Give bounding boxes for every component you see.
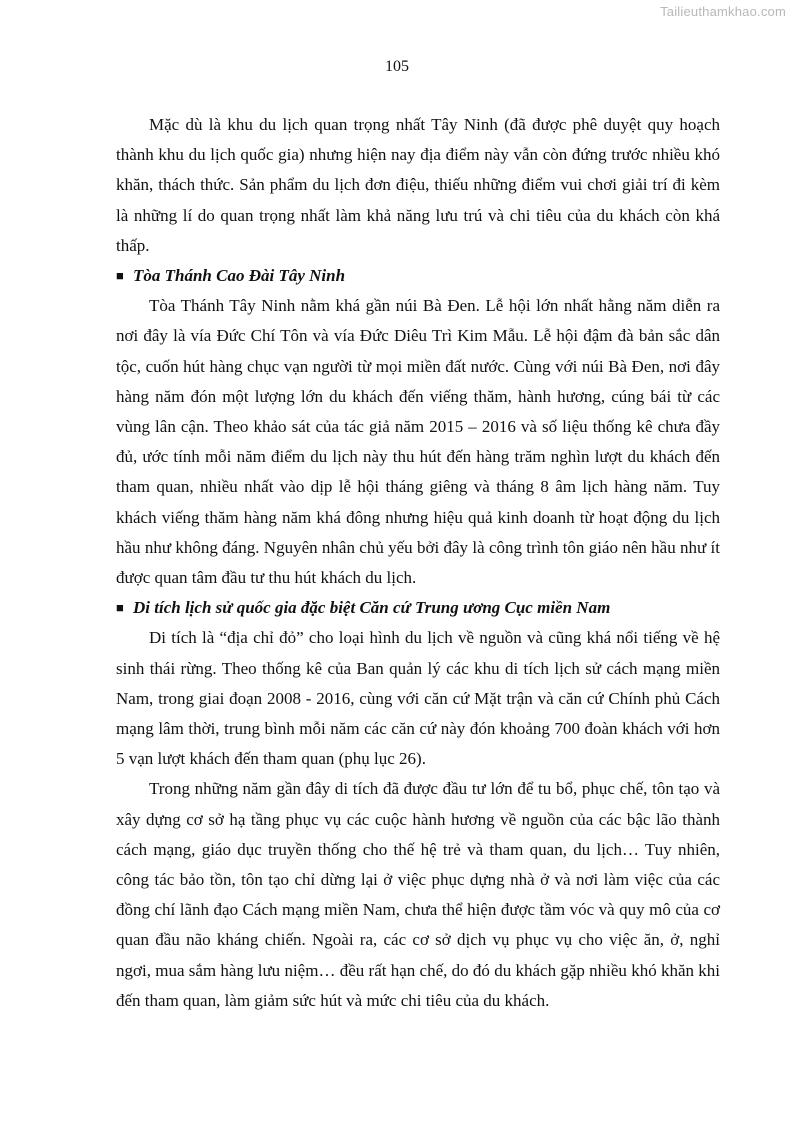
square-bullet-icon: ■ <box>116 600 124 616</box>
paragraph-tourism-limitations: Mặc dù là khu du lịch quan trọng nhất Tây Ninh (đã được phê duyệt quy hoạch thành khu du lịch quốc gia) nhưng hiện nay địa điểm này vẫn còn đứng trước nhiều khó khăn, thách thức. Sản phẩm du lịch đơn điệu, thiếu những điểm vui chơi giải trí đi kèm là những lí do quan trọng nhất làm khả năng lưu trú và chi tiêu của du khách còn khá thấp. <box>116 115 720 255</box>
page-number: 105 <box>385 58 409 75</box>
document-body <box>116 110 720 1016</box>
paragraph-red-address: Di tích là “địa chỉ đỏ” cho loại hình du lịch về nguồn và cũng khá nổi tiếng về hệ sinh thái rừng. Theo thống kê của Ban quản lý các khu di tích lịch sử cách mạng miền Nam, trong giai đoạn 2008 - 2016, cùng với căn cứ Mặt trận và căn cứ Chính phủ Cách mạng lâm thời, trung bình mỗi năm các căn cứ này đón khoảng 700 đoàn khách với hơn 5 vạn lượt khách đến tham quan (phụ lục 26). <box>116 628 720 769</box>
heading-central-office-base <box>116 593 720 623</box>
heading-cao-dai-holy-see <box>116 261 720 291</box>
paragraph-cao-dai-holy-see: Tòa Thánh Tây Ninh nằm khá gần núi Bà Đen. Lễ hội lớn nhất hằng năm diễn ra nơi đây là vía Đức Chí Tôn và vía Đức Diêu Trì Kim Mẫu. Lễ hội đậm đà bản sắc dân tộc, cuốn hút hàng chục vạn người từ mọi miền đất nước. Cùng với núi Bà Đen, nơi đây hàng năm đón một lượng lớn du khách đến viếng thăm, hành hương, cúng bái từ các vùng lân cận. Theo khảo sát của tác giả năm 2015 – 2016 và số liệu thống kê chưa đầy đủ, ước tính mỗi năm điểm du lịch này thu hút đến hàng trăm nghìn lượt du khách đến tham quan, nhiều nhất vào dịp lễ hội tháng giêng và tháng 8 âm lịch hàng năm. Tuy khách viếng thăm hàng năm khá đông nhưng hiệu quả kinh doanh từ hoạt động du lịch hầu như không đáng. Nguyên nhân chủ yếu bởi đây là công trình tôn giáo nên hầu như ít được quan tâm đầu tư thu hút khách du lịch. <box>116 296 720 588</box>
heading-text: Di tích lịch sử quốc gia đặc biệt Căn cứ Trung ương Cục miền Nam <box>133 598 611 618</box>
square-bullet-icon: ■ <box>116 268 124 284</box>
paragraph-restoration-investment: Trong những năm gần đây di tích đã được đầu tư lớn để tu bổ, phục chế, tôn tạo và xây dựng cơ sở hạ tầng phục vụ các cuộc hành hương về nguồn của các bậc lão thành cách mạng, giáo dục truyền thống cho thế hệ trẻ và tham quan, du lịch… Tuy nhiên, công tác bảo tồn, tôn tạo chỉ dừng lại ở việc phục dựng nhà ở và nơi làm việc của các đồng chí lãnh đạo Cách mạng miền Nam, chưa thể hiện được tầm vóc và quy mô của cơ quan đầu não kháng chiến. Ngoài ra, các cơ sở dịch vụ phục vụ cho việc ăn, ở, nghỉ ngơi, mua sắm hàng lưu niệm… đều rất hạn chế, do đó du khách gặp nhiều khó khăn khi đến tham quan, làm giảm sức hút và mức chi tiêu của du khách. <box>116 779 720 1010</box>
watermark: Tailieuthamkhao.com <box>660 4 786 19</box>
heading-text: Tòa Thánh Cao Đài Tây Ninh <box>133 266 346 286</box>
